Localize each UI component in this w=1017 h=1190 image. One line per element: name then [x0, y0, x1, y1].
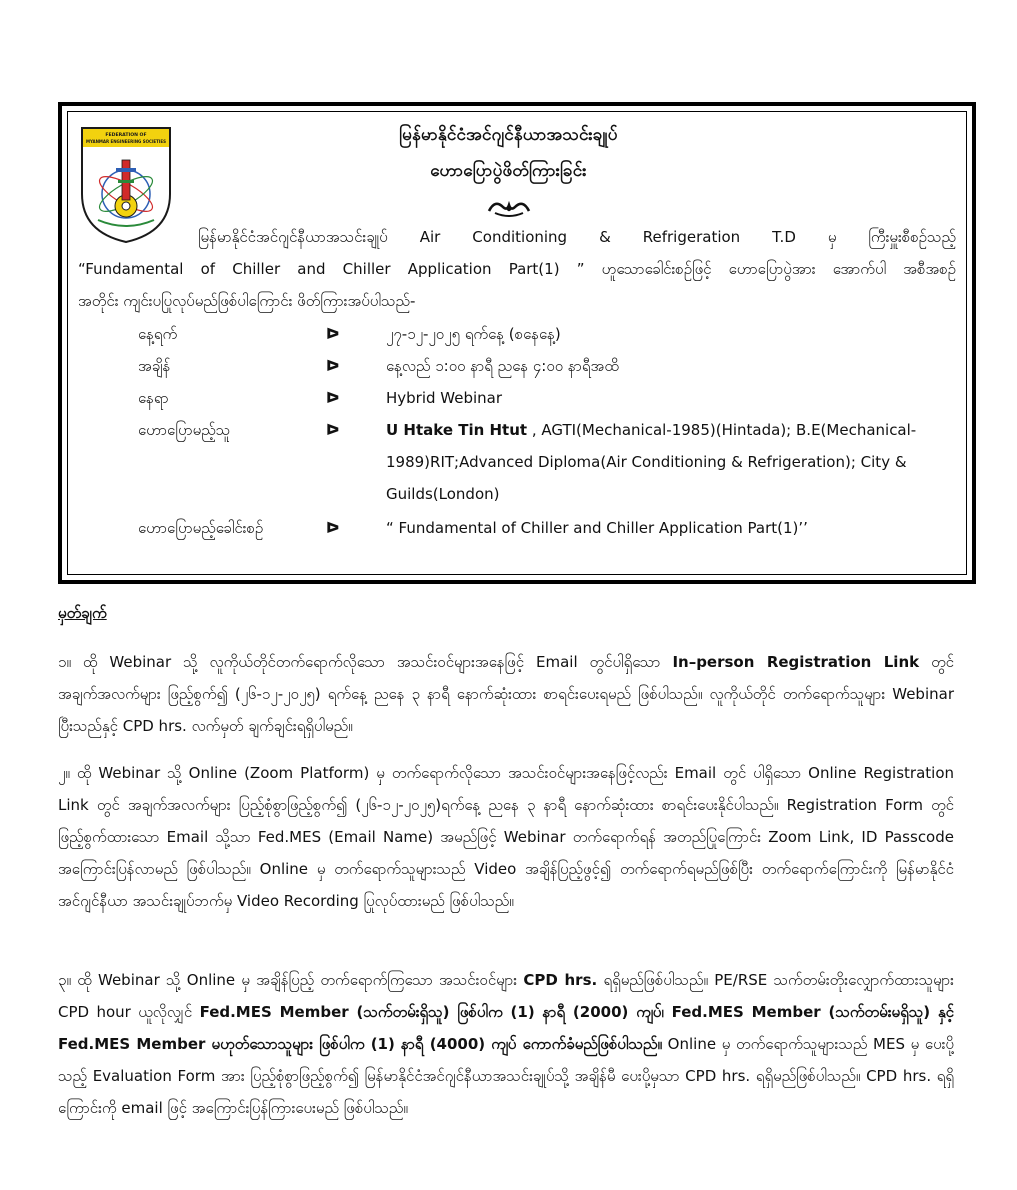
note-3-text-a: ၃။ ထို Webinar သို့ Online မှ အချိန်ပြည့် တက်ရောက်ကြသော အသင်းဝင်များ [58, 971, 524, 989]
page-subtitle: ဟောပြောပွဲဖိတ်ကြားခြင်း [430, 161, 587, 181]
separator-icon: ᐅ [326, 357, 340, 375]
note-1-text-a: ၁။ ထို Webinar သို့ လူကိုယ်တိုင်တက်ရောက်လိုသော အသင်းဝင်များအနေဖြင့် Email တွင်ပါရှိသော [58, 653, 673, 671]
page-title: မြန်မာနိုင်ငံအင်ဂျင်နီယာအသင်းချုပ် [399, 125, 618, 145]
note-paragraph-3 [58, 964, 954, 1124]
note-3-fees: Fed.MES Member (သက်တမ်းရှိသူ) ဖြစ်ပါက (1) နာရီ (2000) ကျပ်၊ Fed.MES Member (သက်တမ်းမရှိသူ) နှင့် Fed.MES Member မဟုတ်သောသူများ ဖြစ်ပါက (1) နာရီ (4000) ကျပ် ကောက်ခံမည်ဖြစ်ပါသည်။ [58, 1003, 954, 1053]
speaker-label: ဟောပြောမည့်သူ [138, 421, 231, 439]
svg-text:FEDERATION OF: FEDERATION OF [105, 133, 147, 138]
topic-value: “ Fundamental of Chiller and Chiller Application Part(1)’’ [386, 519, 808, 537]
intro-line-1: မြန်မာနိုင်ငံအင်ဂျင်နီယာအသင်းချုပ် Air Conditioning & Refrigeration T.D မှ ကြီးမှူးစီစဉ်သည့် [198, 228, 956, 246]
separator-icon: ᐅ [326, 519, 340, 537]
speaker-value [386, 414, 946, 510]
speaker-detail: , AGTI(Mechanical-1985)(Hintada); B.E(Mechanical-1989)RIT;Advanced Diploma(Air Conditioning & Refrigeration); City & Guilds(London) [386, 421, 917, 503]
svg-text:MYANMAR ENGINEERING SOCIETIES: MYANMAR ENGINEERING SOCIETIES [85, 139, 167, 144]
date-label: နေ့ရက် [138, 325, 178, 343]
intro-line-3: အတိုင်း ကျင်းပပြုလုပ်မည်ဖြစ်ပါကြောင်း ဖိတ်ကြားအပ်ပါသည်- [78, 292, 416, 310]
inperson-registration-link: In–person Registration Link [672, 653, 920, 671]
date-value: ၂၇-၁၂-၂၀၂၅ ရက်နေ့ (စနေနေ့) [386, 325, 561, 343]
venue-label: နေရာ [138, 389, 169, 407]
separator-icon: ᐅ [326, 389, 340, 407]
time-value: နေ့လည် ၁:၀၀ နာရီ ညနေ ၄:၀၀ နာရီအထိ [386, 357, 619, 375]
venue-value: Hybrid Webinar [386, 389, 503, 407]
note-1-text-c: တွင် အချက်အလက်များ ဖြည့်စွက်၍ (၂၆-၁၂-၂၀၂၅) ရက်နေ့ ညနေ ၃ နာရီ နောက်ဆုံးထား စာရင်းပေးရမည် ဖြစ်ပါသည်။ လူကိုယ်တိုင် တက်ရောက်သူများ Webinar ပြီးသည်နှင့် CPD hrs. လက်မှတ် ချက်ချင်းရရှိပါမည်။ [58, 653, 954, 735]
note-3-cpd: CPD hrs. [523, 971, 598, 989]
notes-heading: မှတ်ချက် [58, 604, 107, 622]
time-label: အချိန် [138, 357, 171, 375]
speaker-name: U Htake Tin Htut [386, 421, 528, 439]
note-paragraph-2: ၂။ ထို Webinar သို့ Online (Zoom Platform) မှ တက်ရောက်လိုသော အသင်းဝင်များအနေဖြင့်လည်း Email တွင် ပါရှိသော Online Registration Link တွင် အချက်အလက်များ ပြည့်စုံစွာဖြည့်စွက်၍ (၂၆-၁၂-၂၀၂၅)ရက်နေ့ ညနေ ၃ နာရီ နောက်ဆုံးထား စာရင်းပေးနိုင်ပါသည်။ Registration Form တွင် ဖြည့်စွက်ထားသော Email သို့သာ Fed.MES (Email Name) အမည်ဖြင့် Webinar တက်ရောက်ရန် အတည်ပြုကြောင်း Zoom Link, ID Passcode အကြောင်းပြန်လာမည် ဖြစ်ပါသည်။ Online မှ တက်ရောက်သူများသည် Video အချိန်ပြည့်ဖွင့်၍ တက်ရောက်ရမည်ဖြစ်ပြီး တက်ရောက်ကြောင်းကို မြန်မာနိုင်ငံအင်ဂျင်နီယာ အသင်းချုပ်ဘက်မှ Video Recording ပြုလုပ်ထားမည် ဖြစ်ပါသည်။ [58, 764, 954, 910]
separator-icon: ᐅ [326, 325, 340, 343]
separator-icon: ᐅ [326, 421, 340, 439]
note-paragraph-1 [58, 646, 954, 742]
intro-line-2: “Fundamental of Chiller and Chiller Application Part(1) ” ဟူသောခေါင်းစဉ်ဖြင့် ဟောပြောပွဲအား အောက်ပါ အစီအစဉ် [78, 260, 956, 278]
ornament-icon [485, 197, 533, 219]
note-3-text-e: Online မှ တက်ရောက်သူများသည် MES မှ ပေးပို့သည့် Evaluation Form အား ပြည့်စုံစွာဖြည့်စွက်၍ မြန်မာနိုင်ငံအင်ဂျင်နီယာအသင်းချုပ်သို့ အချိန်မီ ပေးပို့မှသာ CPD hrs. ရရှိမည်ဖြစ်ပါသည်။ CPD hrs. ရရှိကြောင်းကို email ဖြင့် အကြောင်းပြန်ကြားပေးမည် ဖြစ်ပါသည်။ [58, 1035, 955, 1117]
note-3-text-c: ရရှိမည်ဖြစ်ပါသည်။ PE/RSE သက်တမ်းတိုးလျှောက်ထားသူများ CPD hour ယူလိုလျှင် [58, 971, 954, 1021]
topic-label: ဟောပြောမည့်ခေါင်းစဉ် [138, 519, 264, 537]
